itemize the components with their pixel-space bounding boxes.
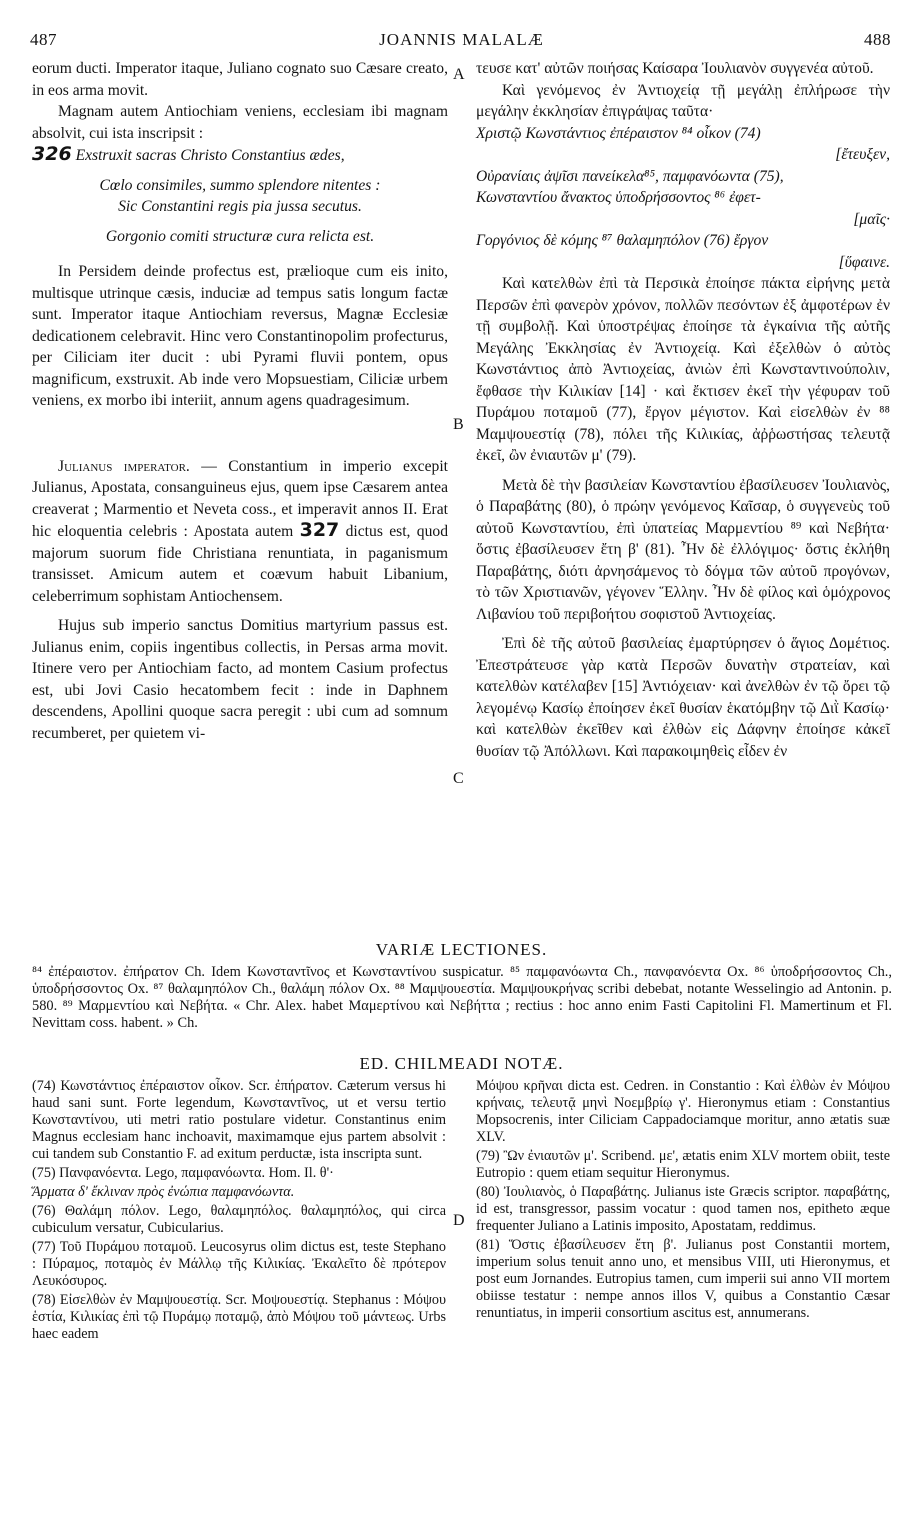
margin-marker-a: A <box>453 66 465 83</box>
latin-verse <box>32 144 448 167</box>
greek-column <box>476 58 890 762</box>
note: (79) Ὢν ἐνιαυτῶν μ'. Scribend. με', ætatis enim XLV mortem obiit, teste Eutropio : quem etiam sequitur Hieronymus. <box>476 1148 890 1181</box>
greek-paragraph: Μετὰ δὲ τὴν βασιλείαν Κωνσταντίου ἐβασίλευσεν Ἰουλιανὸς, ὁ Παραβάτης (80), ὁ πρώην γενόμενος Καῖσαρ, ὁ συγγενεὺς τοῦ αὐτοῦ Κωνσταντίου, ἐπὶ ὑπατείας Μαρμεντίου ⁸⁹ καὶ Νεβήτα· ὅστις ἐβασίλευσεν ἔτη β' (81). Ἦν δὲ ἐλλόγιμος· ὅστις ἐκλήθη Παραβάτης, διότι ἀρνησάμενος τὸ δόγμα τῶν αὐτοῦ προγόνων, τὸ τῶν Χριστιανῶν, γέγονεν Ἕλλην. Ἦν δὲ φίλος καὶ ὁμόχρονος Λιβανίου τοῦ περιβοήτου σοφιστοῦ Ἀντιοχείας. <box>476 476 890 623</box>
greek-verse: Γοργόνιος δὲ κόμης ⁸⁷ θαλαμηπόλον (76) ἔργον <box>476 232 769 249</box>
note: (76) Θαλάμη πόλον. Lego, θαλαμηπόλος. θαλαμηπόλος, qui circa cubiculum versatur, Cubicularius. <box>32 1203 446 1236</box>
greek-verse: Χριστῷ Κωνστάντιος ἐπέραιστον ⁸⁴ οἶκον (74) <box>476 124 761 142</box>
note: (80) Ἰουλιανὸς, ὁ Παραβάτης. Julianus iste Græcis scriptor. παραβάτης, id est, transgressor, passim vocatur : quod tamen nos, epitheto æque frequenter Juliano a Latinis imposito, Apostatam, reddimus. <box>476 1184 890 1234</box>
page-number-right: 488 <box>864 30 891 49</box>
latin-paragraph: In Persidem deinde profectus est, prælioque cum eis inito, multisque utrinque cæsis, induciæ ad tempus satis longum factæ sunt. Imperator itaque Antiochiam reversus, Magnæ Ecclesiæ dedicationem celebravit. Hinc vero Constantinopolim profecturus, per Ciliciam iter ducit : ubi Pyrami fluvii pontem, opus magnificum, exstruxit. Ab inde vero Mopsuestiam, Ciliciæ urbem veniens, ex morbo ibi interiit, annum agens quadragesimum. <box>32 263 448 409</box>
notae-title: ED. CHILMEADI NOTÆ. <box>359 1054 564 1073</box>
variae-lectiones-title: VARIÆ LECTIONES. <box>375 940 548 959</box>
latin-paragraph: Magnam autem Antiochiam veniens, ecclesiam ibi magnam absolvit, cui ista inscripsit : <box>32 103 448 142</box>
greek-verse: Κωνσταντίου ἄνακτος ὑποδρήσσοντος ⁸⁶ ἐφετ- <box>476 189 761 206</box>
paragraph-text: — Constantium in imperio excepit Julianus, Apostata, consanguineus ejus, quem ipse Cæsarem antea creaverat ; Marmentio et Neveta coss., et imperavit annos II. Erat hic eloquentia celebris : Apostata autem <box>32 457 448 540</box>
variae-lectiones-text <box>32 964 892 1032</box>
page-number-left: 487 <box>30 30 57 49</box>
greek-verse-turnover: [ἔτευξεν, <box>835 146 890 163</box>
latin-column <box>32 58 448 744</box>
latin-paragraph: Hujus sub imperio sanctus Domitius martyrium passus est. Julianus enim, copiis ingentibus collectis, in Persas arma movit. Itinere vero per Antiochiam facto, ad montem Casium profectus est, ubi Jovi Casio hecatombem fecit : inde in Daphnem descendens, Apollini quoque sacra peregit : ubi cum ad somnum recumberet, per quietem vi- <box>32 617 448 742</box>
section-number: 326 <box>32 143 72 165</box>
page-title: JOANNIS MALALÆ <box>379 30 544 49</box>
note: (78) Εἰσελθὼν ἐν Μαμψουεστίᾳ. Scr. Μοψουεστίᾳ. Stephanus : Μόψου ἑστία, Κιλικίας ἐπὶ τῷ Πυράμῳ ποταμῷ, ἀπὸ Μόψου τοῦ μάντεως. Urbs haec eadem <box>32 1292 446 1342</box>
notes-right-column <box>476 1078 890 1324</box>
margin-marker-b: B <box>453 416 464 433</box>
verse-line: Exstruxit sacras Christo Constantius ædes, <box>75 147 345 164</box>
greek-verse-turnover: [ὕφαινε. <box>838 253 890 271</box>
note-quote: Ἅρματα δ' ἔκλιναν πρὸς ἐνώπια παμφανόωντα. <box>32 1184 295 1200</box>
greek-paragraph: Καὶ κατελθὼν ἐπὶ τὰ Περσικὰ ἐποίησε πάκτα εἰρήνης μετὰ Περσῶν ἐπὶ φανερὸν χρόνον, πολλῶν πεσόντων ἐξ ἀμφοτέρων ἐν τῇ συμβολῇ. Καὶ ὑποστρέψας ἐποίησε τὰ ἐγκαίνια τῆς αὐτῆς Μεγάλης Ἐκκλησίας ἐν Ἀντιοχείᾳ. Καὶ ἐξελθὼν ὁ αὐτὸς Κωνστάντιος ἀπὸ Ἀντιοχείας, ἀνιὼν ἐπὶ Κωνσταντινούπολιν, ἔφθασε τὴν Κιλικίαν [14] · καὶ ἔκτισεν ἐκεῖ τὴν γέφυραν τοῦ Πυράμου ποταμοῦ (77), ἔργον μέγιστον. Καὶ εἰσελθὼν ἐν ⁸⁸ Μαμψουεστίᾳ (78), πόλει τῆς Κιλικίας, ἀῤῥωστήσας τελευτᾷ ἐκεῖ, ὢν ἐνιαυτῶν μ' (79). <box>476 275 890 464</box>
section-heading: Julianus imperator. <box>58 457 190 475</box>
margin-marker-d: D <box>453 1212 465 1229</box>
latin-verse: Sic Constantini regis pia jussa secutus. <box>118 198 362 215</box>
note: Μόψου κρῆναι dicta est. Cedren. in Constantio : Καὶ ἐλθὼν ἐν Μόψου κρήναις, τελευτᾷ μηνὶ Νοεμβρίῳ γ'. Hieronymus etiam : Constantius Mopsocrenis, inter Ciliciam Cappadociamque moritur, anno ætatis suæ XLV. <box>476 1078 890 1145</box>
section-number: 327 <box>299 519 340 541</box>
latin-verse: Gorgonio comiti structuræ cura relicta est. <box>105 227 375 245</box>
note: (74) Κωνστάντιος ἐπέραιστον οἶκον. Scr. ἐπήρατον. Cæterum versus hi haud sani sunt. Forte legendum, Κωνσταντῖνος, ut et versu tertio Κωνσταντίνου, uti metri ratio postulare videtur. Constantinus enim Magnus ecclesiam hanc inchoavit, maximamque ejus partem absolvit : cui tandem sub Constantio F. ad exitum perductæ, ista inscripta sunt. <box>32 1078 446 1162</box>
variant-readings: ⁸⁴ ἐπέραιστον. ἐπήρατον Ch. Idem Κωνσταντῖνος et Κωνσταντίνου suspicatur. ⁸⁵ παμφανόωντα Ch., πανφανόεντα Ox. ⁸⁶ ὑποδρήσσοντος Ch., ὑποδρήσσοντος Ox. ⁸⁷ θαλαμηπόλον Ch., θαλάμη πόλον Ox. ⁸⁸ Μαμψουεστία. Μαμψουκρήνας scribi debebat, notante Wesselingio ad Antonin. p. 580. ⁸⁹ Μαρμεντίου καὶ Νεβήτα. « Chr. Alex. habet Μαμερτίνου καὶ Νεβήττα ; rectius : hoc anno enim Fasti Capitolini Fl. Mamertinum et Fl. Nevittam coss. habent. » Ch. <box>32 964 892 1031</box>
greek-paragraph: Ἐπὶ δὲ τῆς αὐτοῦ βασιλείας ἐμαρτύρησεν ὁ ἅγιος Δομέτιος. Ἐπεστράτευσε γὰρ κατὰ Περσῶν δυνατὴν στρατείαν, καὶ κατελθὼν κατέλαβεν [15] Ἀντιόχειαν· καὶ ἀνελθὼν ἐν τῷ ὄρει τῷ λεγομένῳ Κασίῳ ἐποίησεν ἐκεῖ θυσίαν ἑκατόμβην τῷ Διῒ Κασίῳ· καὶ κατελθὼν ἐκεῖθεν καὶ ἐλθὼν εἰς Δάφνην ἐποίησε κἀκεῖ θυσίαν τῷ Ἀπόλλωνι. Καὶ παρακοιμηθεὶς εἶδεν ἐν <box>476 635 890 760</box>
greek-paragraph: τευσε κατ' αὐτῶν ποιήσας Καίσαρα Ἰουλιανὸν συγγενέα αὐτοῦ. <box>476 60 874 77</box>
greek-verse: Οὐρανίαις ἀψῖσι πανείκελα⁸⁵, παμφανόωντα (75), <box>476 167 784 185</box>
notes-left-column <box>32 1078 446 1345</box>
greek-paragraph: Καὶ γενόμενος ἐν Ἀντιοχείᾳ τῇ μεγάλῃ ἐπλήρωσε τὴν μεγάλην ἐκκλησίαν ἐπιγράψας ταῦτα· <box>476 81 890 120</box>
note: (75) Πανφανόεντα. Lego, παμφανόωντα. Hom. Il. θ'· <box>32 1165 334 1181</box>
latin-paragraph <box>32 456 448 608</box>
note: (77) Τοῦ Πυράμου ποταμοῦ. Leucosyrus olim dictus est, teste Stephano : Πύραμος, ποταμὸς ἐν Μάλλῳ τῆς Κιλικίας. Ἐκαλεῖτο δὲ πρότερον Λευκόσυρος. <box>32 1239 446 1289</box>
paragraph-text: dictus est, quod majorum suorum fide Christiana renuntiata, in paganismum transisset. Amicum autem et coævum habuit Libanium, celeberrimum sophistam Antiochensem. <box>32 523 448 605</box>
note: (81) Ὅστις ἐβασίλευσεν ἔτη β'. Julianus post Constantii mortem, imperium solus tenuit anno uno, et mensibus VIII, uti Hieronymus, et post eum Jornandes. Eutropius tamen, cum imperii sui anno VII mortem obiisse testatur : nempe annos illos V, quibus a Constantio Cæsar renuntiatus, in imperii consortium ascitus est, annumerans. <box>476 1237 890 1321</box>
latin-paragraph: eorum ducti. Imperator itaque, Juliano cognato suo Cæsare creato, in eos arma movit. <box>32 60 448 99</box>
latin-verse: Cœlo consimiles, summo splendore nitentes : <box>99 176 381 194</box>
greek-verse-turnover: [μαῖς· <box>853 210 890 228</box>
margin-marker-c: C <box>453 770 464 787</box>
